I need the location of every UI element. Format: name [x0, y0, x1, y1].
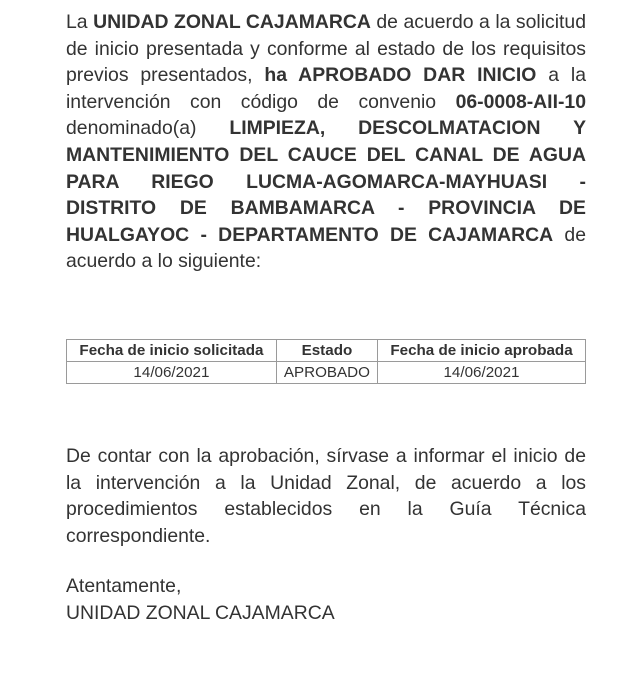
requested-start-date: 14/06/2021	[67, 362, 277, 384]
closing	[66, 573, 586, 626]
salutation: Atentamente,	[66, 575, 182, 597]
header-status: Estado	[276, 340, 377, 362]
text: La	[66, 11, 94, 33]
approved-start-date: 14/06/2021	[378, 362, 586, 384]
status: APROBADO	[276, 362, 377, 384]
dates-table	[66, 339, 586, 384]
approval-paragraph	[66, 9, 586, 275]
header-requested-start-date: Fecha de inicio solicitada	[67, 340, 277, 362]
approval-status-text: ha APROBADO DAR INICIO	[264, 64, 537, 87]
unit-name: UNIDAD ZONAL CAJAMARCA	[93, 11, 371, 33]
text: denominado(a)	[66, 117, 230, 140]
text: a la intervención con código de convenio	[66, 64, 586, 113]
text: de acuerdo a la solicitud de inicio presentada y conforme al estado de los requisitos previos presentados,	[66, 11, 586, 87]
header-approved-start-date: Fecha de inicio aprobada	[378, 340, 586, 362]
table-row	[67, 362, 586, 384]
instructions-paragraph: De contar con la aprobación, sírvase a informar el inicio de la intervención a la Unidad Zonal, de acuerdo a los procedimientos establecidos en la Guía Técnica correspondiente.	[66, 445, 586, 547]
agreement-code: 06-0008-AII-10	[455, 90, 586, 113]
table-header-row	[67, 340, 586, 362]
text: de acuerdo a lo siguiente:	[66, 223, 586, 273]
project-name: LIMPIEZA, DESCOLMATACION Y MANTENIMIENTO DEL CAUCE DEL CANAL DE AGUA PARA RIEGO LUCMA-AGOMARCA-MAYHUASI -DISTRITO DE BAMBAMARCA - PROVINCIA DE HUALGAYOC - DEPARTAMENTO DE CAJAMARCA	[66, 117, 586, 246]
signature: UNIDAD ZONAL CAJAMARCA	[66, 601, 335, 624]
